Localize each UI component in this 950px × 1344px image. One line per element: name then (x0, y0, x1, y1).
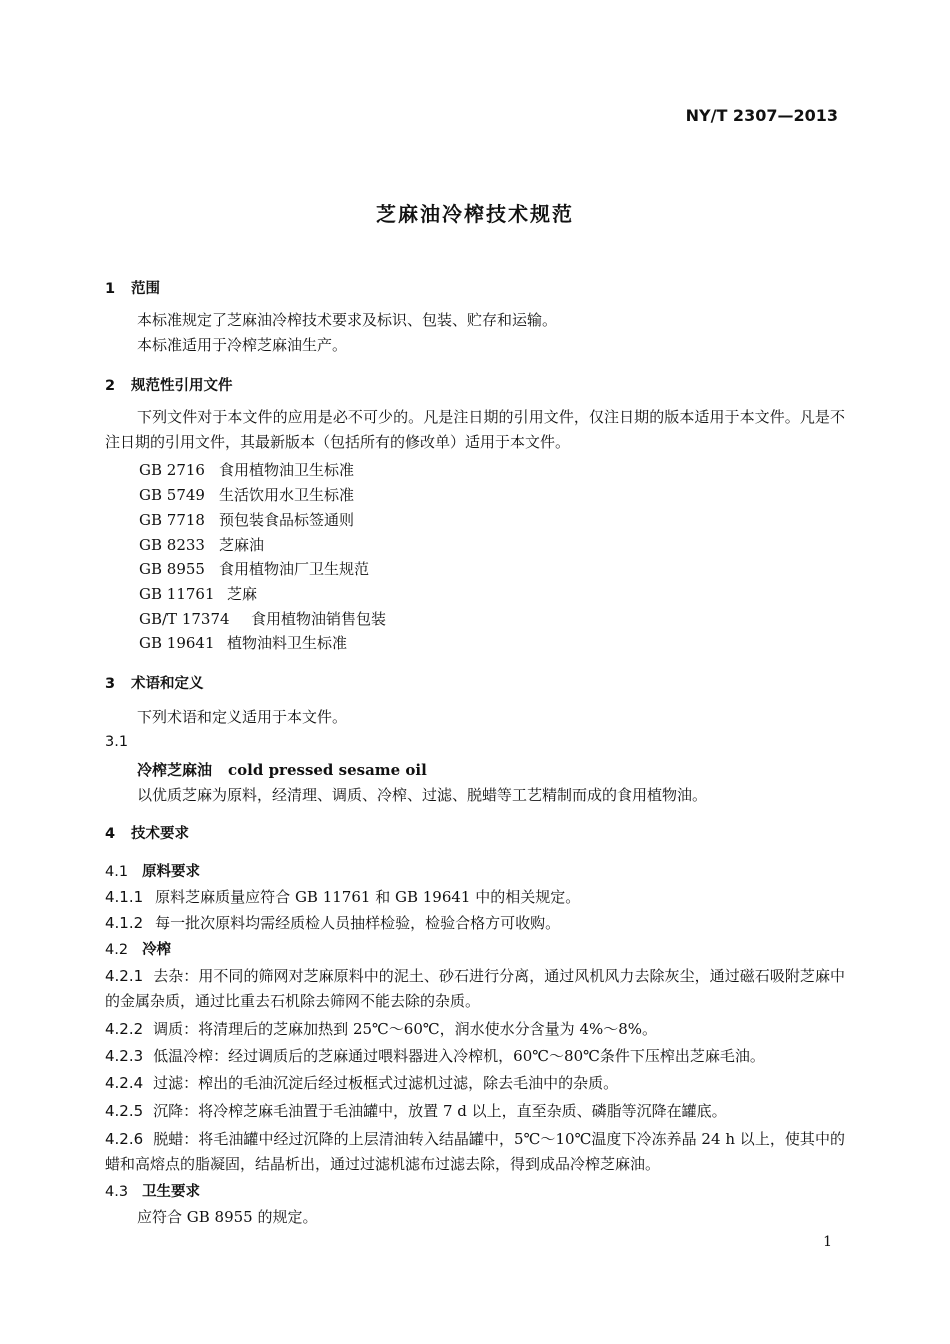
clause-number: 4.1.2 (105, 914, 144, 932)
term-definition: 以优质芝麻为原料，经清理、调质、冷榨、过滤、脱蜡等工艺精制而成的食用植物油。 (137, 786, 708, 804)
clause-number: 4.2.3 (105, 1047, 144, 1065)
section-4-heading (105, 822, 189, 843)
clause-4-2-3 (105, 1045, 765, 1066)
paragraph: 应符合 GB 8955 的规定。 (137, 1208, 318, 1226)
reference-item (139, 558, 369, 579)
reference-item (139, 534, 264, 555)
paragraph: 下列文件对于本文件的应用是必不可少的。凡是注日期的引用文件，仅注日期的版本适用于本文件。凡是不注日期的引用文件，其最新版本（包括所有的修改单）适用于本文件。 (105, 408, 845, 451)
subsection-number: 4.3 (105, 1184, 129, 1200)
reference-item (139, 509, 354, 530)
clause-text: 沉降：将冷榨芝麻毛油置于毛油罐中，放置 7 d 以上，直至杂质、磷脂等沉降在罐底。 (153, 1102, 727, 1120)
section-number: 4 (105, 826, 116, 842)
subsection-number: 3.1 (105, 734, 129, 750)
term-chinese: 冷榨芝麻油 (137, 761, 213, 779)
subsection-title: 卫生要求 (142, 1184, 201, 1200)
section-number: 1 (105, 281, 116, 297)
section-1-heading (105, 277, 160, 298)
reference-title: 芝麻 (227, 585, 258, 603)
section-title: 范围 (131, 281, 160, 297)
reference-code: GB 8955 (139, 560, 205, 578)
clause-number: 4.2.5 (105, 1102, 144, 1120)
section-number: 3 (105, 676, 116, 692)
clause-number: 4.2.6 (105, 1130, 144, 1148)
subsection-title: 冷榨 (142, 942, 172, 958)
subsection-number: 4.2 (105, 942, 129, 958)
clause-number: 4.2.4 (105, 1074, 144, 1092)
section-title: 技术要求 (131, 826, 189, 842)
reference-item (139, 484, 354, 505)
section-3-heading (105, 672, 204, 693)
section-number: 2 (105, 378, 116, 394)
subsection-title: 原料要求 (142, 864, 201, 880)
reference-code: GB 2716 (139, 461, 205, 479)
clause-text: 低温冷榨：经过调质后的芝麻通过喂料器进入冷榨机，60℃～80℃条件下压榨出芝麻毛油。 (153, 1047, 765, 1065)
reference-title: 食用植物油卫生标准 (219, 461, 355, 479)
section-title: 术语和定义 (131, 676, 204, 692)
clause-number: 4.2.1 (105, 967, 144, 985)
clause-4-2-4 (105, 1072, 618, 1093)
term-entry (137, 759, 427, 780)
clause-4-2-5 (105, 1100, 727, 1121)
clause-number: 4.2.2 (105, 1020, 144, 1038)
clause-4-2-6 (105, 1127, 845, 1177)
reference-title: 芝麻油 (219, 536, 265, 554)
subsection-4-2-heading (105, 938, 171, 959)
paragraph: 本标准规定了芝麻油冷榨技术要求及标识、包装、贮存和运输。 (137, 311, 558, 329)
clause-text: 脱蜡：将毛油罐中经过沉降的上层清油转入结晶罐中，5℃～10℃温度下冷冻养晶 24 h 以上，使其中的蜡和高熔点的脂凝固，结晶析出，通过过滤机滤布过滤去除，得到成品冷榨芝麻油。 (105, 1130, 845, 1173)
clause-number: 4.1.1 (105, 888, 144, 906)
clause-text: 过滤：榨出的毛油沉淀后经过板框式过滤机过滤，除去毛油中的杂质。 (153, 1074, 619, 1092)
reference-item (139, 608, 386, 629)
reference-item (139, 459, 354, 480)
subsection-number: 4.1 (105, 864, 129, 880)
reference-title: 食用植物油厂卫生规范 (219, 560, 370, 578)
reference-item (139, 583, 257, 604)
clause-text: 原料芝麻质量应符合 GB 11761 和 GB 19641 中的相关规定。 (155, 888, 581, 906)
reference-title: 生活饮用水卫生标准 (219, 486, 355, 504)
document-code: NY/T 2307—2013 (685, 106, 838, 125)
reference-code: GB 11761 (139, 585, 215, 603)
reference-item (139, 632, 347, 653)
reference-code: GB/T 17374 (139, 610, 230, 628)
page-number: 1 (823, 1234, 832, 1250)
subsection-4-3-heading (105, 1180, 200, 1201)
term-english: cold pressed sesame oil (228, 761, 427, 779)
reference-code: GB 19641 (139, 634, 215, 652)
section-title: 规范性引用文件 (131, 378, 233, 394)
paragraph: 下列术语和定义适用于本文件。 (137, 708, 348, 726)
clause-text: 去杂：用不同的筛网对芝麻原料中的泥土、砂石进行分离，通过风机风力去除灰尘，通过磁石吸附芝麻中的金属杂质，通过比重去石机除去筛网不能去除的杂质。 (105, 967, 845, 1010)
reference-title: 食用植物油销售包装 (251, 610, 387, 628)
clause-4-2-2 (105, 1018, 657, 1039)
clause-4-1-2 (105, 912, 560, 933)
reference-code: GB 5749 (139, 486, 205, 504)
reference-code: GB 7718 (139, 511, 205, 529)
clause-4-2-1 (105, 964, 845, 1014)
clause-text: 每一批次原料均需经质检人员抽样检验，检验合格方可收购。 (155, 914, 561, 932)
section-2-heading (105, 374, 233, 395)
document-title: 芝麻油冷榨技术规范 (376, 202, 574, 226)
reference-code: GB 8233 (139, 536, 205, 554)
reference-title: 植物油料卫生标准 (227, 634, 348, 652)
clause-4-1-1 (105, 886, 580, 907)
subsection-4-1-heading (105, 860, 200, 881)
reference-title: 预包装食品标签通则 (219, 511, 355, 529)
paragraph: 本标准适用于冷榨芝麻油生产。 (137, 336, 348, 354)
clause-text: 调质：将清理后的芝麻加热到 25℃～60℃，润水使水分含量为 4%～8%。 (153, 1020, 658, 1038)
